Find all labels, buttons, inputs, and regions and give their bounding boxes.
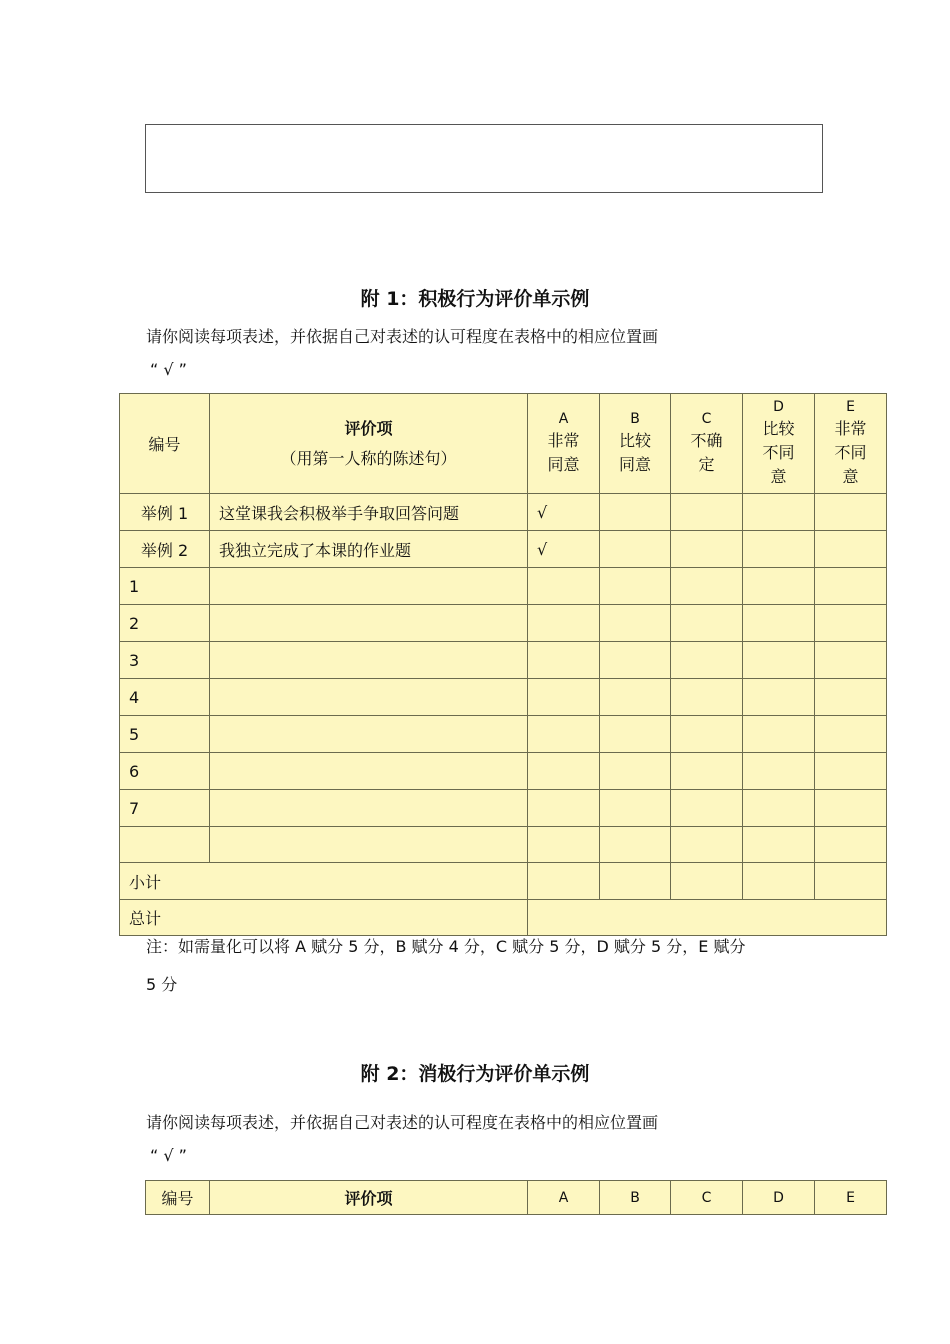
- row-number: [120, 827, 210, 863]
- table-row: [120, 716, 887, 753]
- mark-cell-e[interactable]: [815, 568, 887, 605]
- scoring-note-line1: 注：如需量化可以将 A 赋分 5 分，B 赋分 4 分，C 赋分 5 分，D 赋分 5 分，E 赋分: [146, 937, 746, 956]
- mark-cell-e[interactable]: [815, 531, 887, 568]
- option-label: 定: [698, 455, 715, 474]
- row-number: 举例 1: [120, 494, 210, 531]
- subtotal-label: 小计: [120, 863, 528, 900]
- subtotal-cell-c[interactable]: [671, 863, 743, 900]
- header-option-b: [600, 394, 671, 494]
- table-row: [120, 605, 887, 642]
- table-row: [120, 753, 887, 790]
- option-label: 非常: [834, 419, 867, 438]
- mark-cell-d[interactable]: [743, 716, 815, 753]
- mark-cell-b[interactable]: [600, 531, 671, 568]
- mark-cell-b[interactable]: [600, 642, 671, 679]
- table-row: [120, 790, 887, 827]
- row-item[interactable]: [210, 790, 528, 827]
- mark-cell-d[interactable]: [743, 679, 815, 716]
- header-option-c: C: [671, 1181, 743, 1215]
- row-number: 4: [120, 679, 210, 716]
- mark-cell-e[interactable]: [815, 753, 887, 790]
- mark-cell-b[interactable]: [600, 679, 671, 716]
- header-option-e: [815, 394, 887, 494]
- mark-cell-c[interactable]: [671, 679, 743, 716]
- header-option-e: E: [815, 1181, 887, 1215]
- option-label: 比较: [762, 419, 795, 438]
- mark-cell-b[interactable]: [600, 790, 671, 827]
- row-number: 3: [120, 642, 210, 679]
- row-item: 这堂课我会积极举手争取回答问题: [210, 494, 528, 531]
- mark-cell-d[interactable]: [743, 827, 815, 863]
- subtotal-cell-b[interactable]: [600, 863, 671, 900]
- row-number: 举例 2: [120, 531, 210, 568]
- header-option-d: [743, 394, 815, 494]
- positive-evaluation-table: [119, 393, 887, 936]
- option-label: 不确: [690, 431, 723, 450]
- mark-cell-b[interactable]: [600, 716, 671, 753]
- appendix2-title: 附 2：消极行为评价单示例: [360, 1063, 590, 1085]
- mark-cell-a[interactable]: [528, 790, 600, 827]
- mark-cell-d[interactable]: [743, 790, 815, 827]
- mark-cell-c[interactable]: [671, 753, 743, 790]
- mark-cell-a[interactable]: [528, 605, 600, 642]
- row-item[interactable]: [210, 605, 528, 642]
- row-number: 1: [120, 568, 210, 605]
- mark-cell-a[interactable]: [528, 753, 600, 790]
- table-row: [120, 827, 887, 863]
- row-item[interactable]: [210, 827, 528, 863]
- header-option-c: [671, 394, 743, 494]
- option-label: 比较: [618, 431, 651, 450]
- empty-text-box: [145, 124, 823, 193]
- row-item[interactable]: [210, 716, 528, 753]
- subtotal-row: [120, 863, 887, 900]
- row-item[interactable]: [210, 568, 528, 605]
- mark-cell-e[interactable]: [815, 605, 887, 642]
- mark-cell-b[interactable]: [600, 568, 671, 605]
- header-number: 编号: [120, 394, 210, 494]
- row-item[interactable]: [210, 679, 528, 716]
- header-item: [210, 394, 528, 494]
- mark-cell-e[interactable]: [815, 494, 887, 531]
- option-letter: D: [773, 399, 784, 415]
- table-row: [120, 531, 887, 568]
- row-number: 5: [120, 716, 210, 753]
- row-number: 2: [120, 605, 210, 642]
- row-number: 6: [120, 753, 210, 790]
- subtotal-cell-d[interactable]: [743, 863, 815, 900]
- appendix2-intro-line1: 请你阅读每项表述，并依据自己对表述的认可程度在表格中的相应位置画: [146, 1113, 659, 1132]
- header-item-title: 评价项: [344, 418, 393, 438]
- option-label: 同意: [618, 455, 651, 474]
- appendix1-title: 附 1：积极行为评价单示例: [360, 288, 590, 310]
- header-item: 评价项: [210, 1181, 528, 1215]
- subtotal-cell-a[interactable]: [528, 863, 600, 900]
- mark-cell-a[interactable]: √: [528, 531, 600, 568]
- mark-cell-b[interactable]: [600, 753, 671, 790]
- total-label: 总计: [120, 900, 528, 936]
- mark-cell-c[interactable]: [671, 605, 743, 642]
- mark-cell-c[interactable]: [671, 494, 743, 531]
- appendix2-intro-line2: “ √ ”: [150, 1146, 187, 1165]
- option-label: 同意: [547, 455, 580, 474]
- row-item[interactable]: [210, 642, 528, 679]
- option-letter: A: [558, 411, 569, 427]
- mark-cell-e[interactable]: [815, 790, 887, 827]
- scoring-note-line2: 5 分: [146, 975, 178, 994]
- mark-cell-a[interactable]: [528, 568, 600, 605]
- mark-cell-a[interactable]: [528, 679, 600, 716]
- mark-cell-a[interactable]: [528, 716, 600, 753]
- mark-cell-e[interactable]: [815, 642, 887, 679]
- header-item-subtitle: （用第一人称的陈述句）: [280, 448, 457, 468]
- mark-cell-c[interactable]: [671, 716, 743, 753]
- header-option-a: A: [528, 1181, 600, 1215]
- mark-cell-c[interactable]: [671, 531, 743, 568]
- option-letter: E: [846, 399, 855, 415]
- row-item: 我独立完成了本课的作业题: [210, 531, 528, 568]
- table-row: [120, 568, 887, 605]
- mark-cell-c[interactable]: [671, 790, 743, 827]
- mark-cell-d[interactable]: [743, 605, 815, 642]
- mark-cell-c[interactable]: [671, 642, 743, 679]
- mark-cell-e[interactable]: [815, 827, 887, 863]
- row-item[interactable]: [210, 753, 528, 790]
- option-label: 意: [770, 467, 787, 486]
- table-header-row: [146, 1181, 887, 1215]
- mark-cell-d[interactable]: [743, 642, 815, 679]
- mark-cell-d[interactable]: [743, 531, 815, 568]
- mark-cell-a[interactable]: [528, 827, 600, 863]
- table-header-row: [120, 394, 887, 494]
- mark-cell-b[interactable]: [600, 494, 671, 531]
- mark-cell-e[interactable]: [815, 679, 887, 716]
- subtotal-cell-e[interactable]: [815, 863, 887, 900]
- option-label: 不同: [834, 443, 867, 462]
- option-label: 非常: [547, 431, 580, 450]
- option-label: 不同: [762, 443, 795, 462]
- header-option-a: [528, 394, 600, 494]
- mark-cell-d[interactable]: [743, 494, 815, 531]
- table-row: [120, 679, 887, 716]
- mark-cell-a[interactable]: √: [528, 494, 600, 531]
- option-letter: C: [701, 411, 712, 427]
- mark-cell-c[interactable]: [671, 568, 743, 605]
- mark-cell-d[interactable]: [743, 568, 815, 605]
- option-label: 意: [842, 467, 859, 486]
- header-number: 编号: [146, 1181, 210, 1215]
- appendix1-intro-line1: 请你阅读每项表述，并依据自己对表述的认可程度在表格中的相应位置画: [146, 327, 659, 346]
- row-number: 7: [120, 790, 210, 827]
- table-row: [120, 642, 887, 679]
- mark-cell-d[interactable]: [743, 753, 815, 790]
- mark-cell-c[interactable]: [671, 827, 743, 863]
- mark-cell-e[interactable]: [815, 716, 887, 753]
- mark-cell-b[interactable]: [600, 605, 671, 642]
- header-option-d: D: [743, 1181, 815, 1215]
- appendix1-intro-line2: “ √ ”: [150, 360, 187, 379]
- mark-cell-a[interactable]: [528, 642, 600, 679]
- negative-evaluation-table: [145, 1180, 887, 1215]
- header-option-b: B: [600, 1181, 671, 1215]
- option-letter: B: [630, 411, 640, 427]
- table-row: [120, 494, 887, 531]
- mark-cell-b[interactable]: [600, 827, 671, 863]
